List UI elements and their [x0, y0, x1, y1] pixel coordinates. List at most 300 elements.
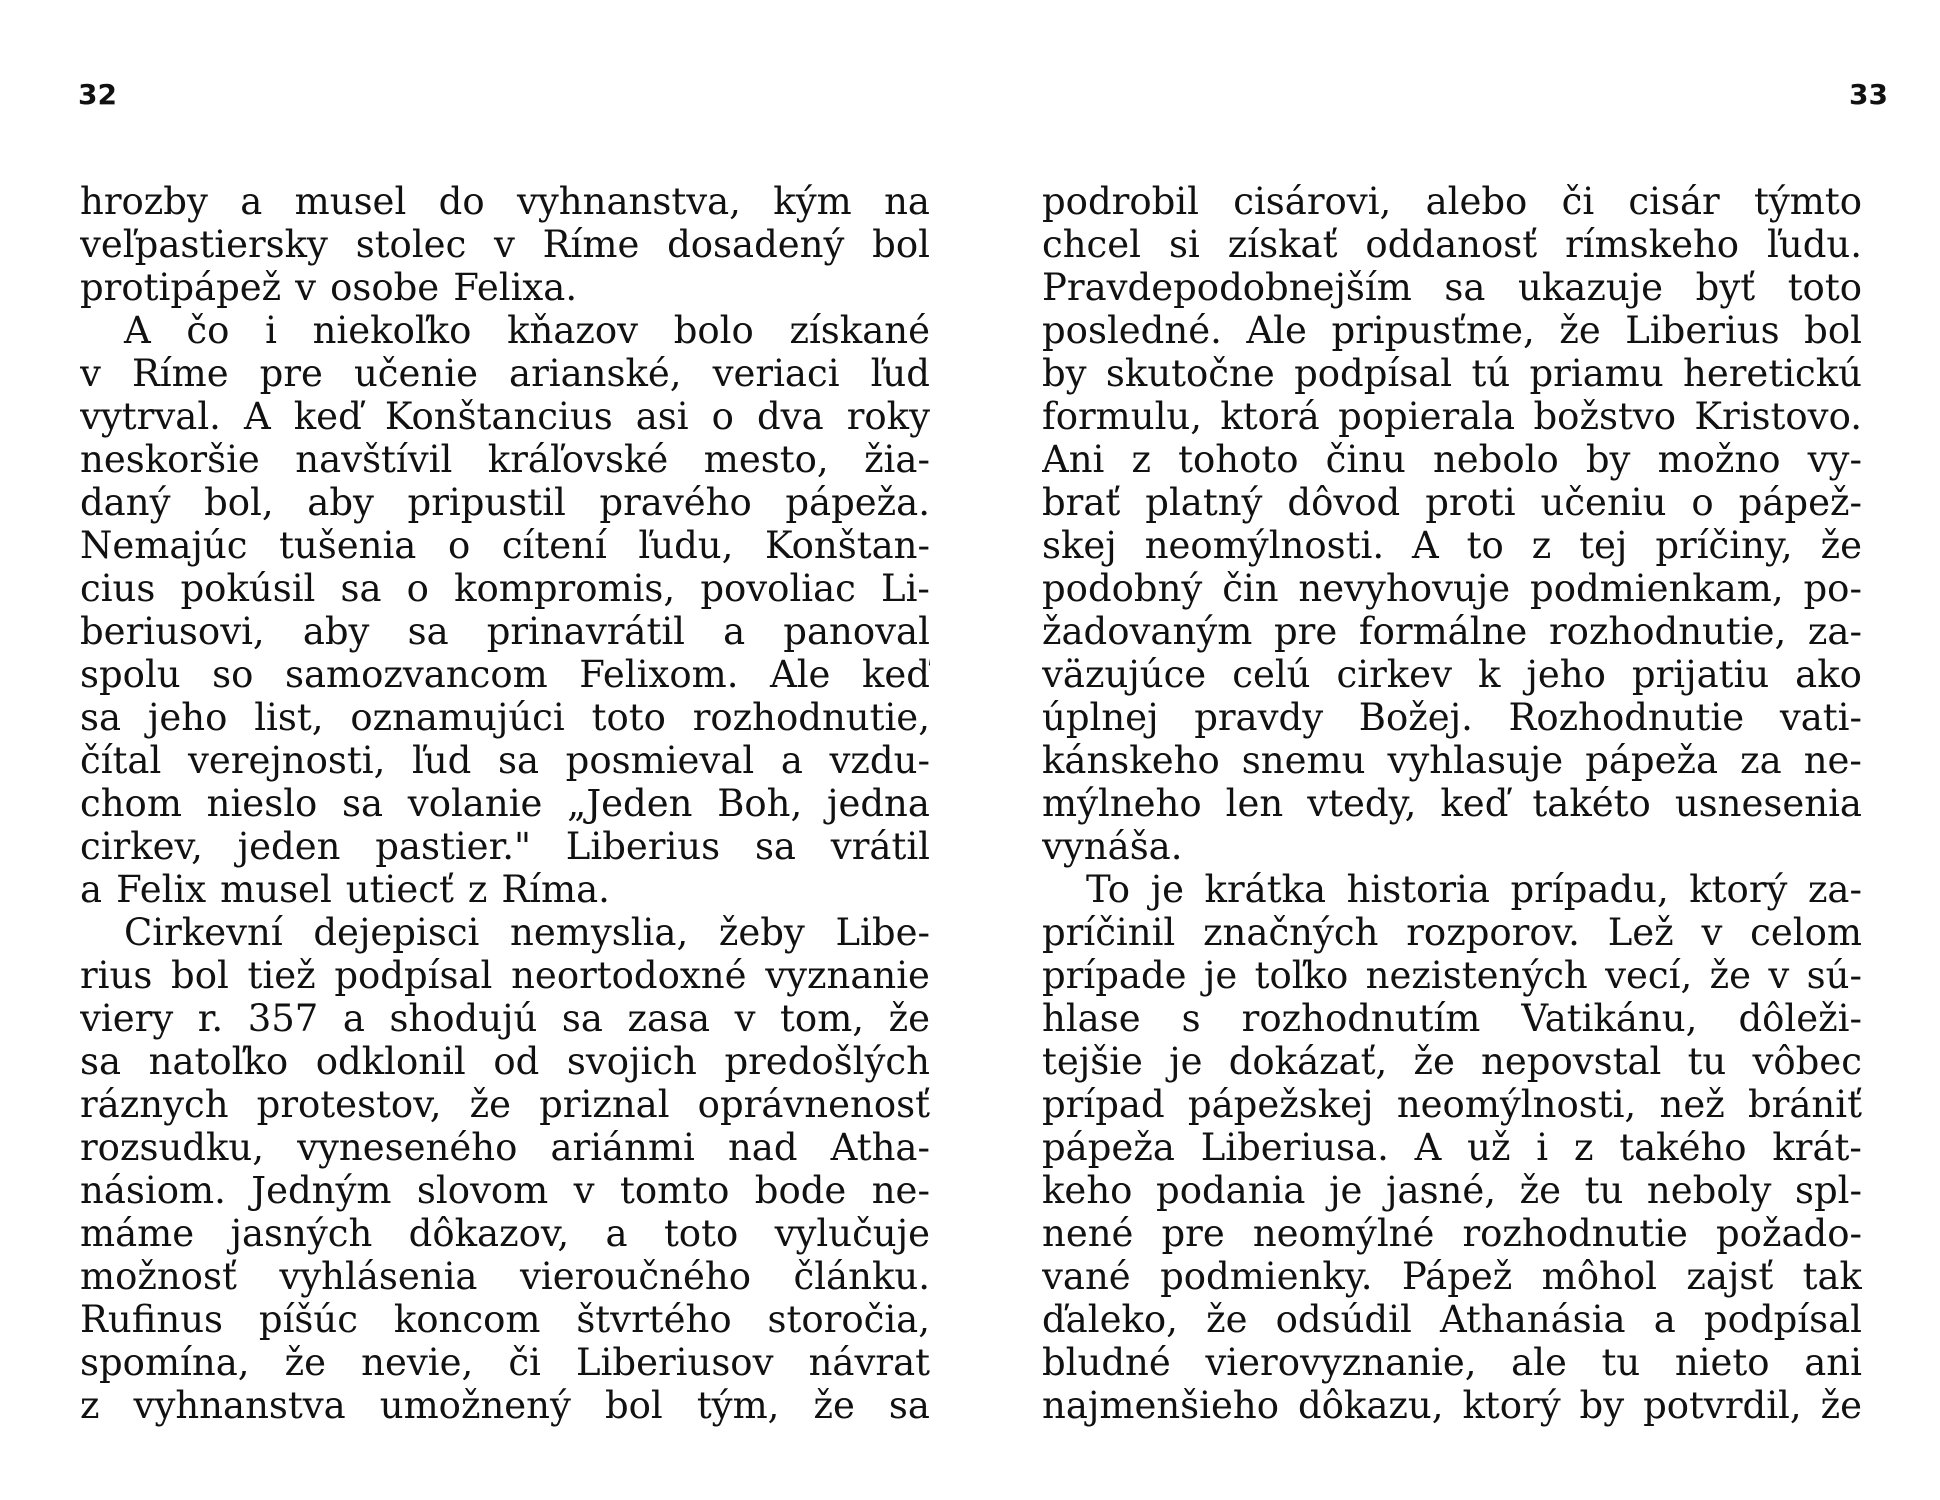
word: že — [284, 1341, 327, 1384]
word: ako — [1795, 653, 1862, 696]
word: neomýlnosti. — [1144, 524, 1385, 567]
word: že — [1413, 1040, 1455, 1083]
word: pápeža. — [785, 481, 930, 524]
word: tom, — [780, 997, 865, 1040]
word: samozvancom — [284, 653, 548, 696]
word: už — [1467, 1126, 1511, 1169]
word: so — [212, 653, 254, 696]
word: cius — [80, 567, 156, 610]
word: ľudu. — [1767, 223, 1862, 266]
word: shodujú — [389, 997, 538, 1040]
text-line — [80, 954, 930, 997]
text-line — [1042, 696, 1862, 739]
word: násiom. — [80, 1169, 226, 1212]
page-number-right: 33 — [1849, 78, 1888, 111]
word: dôkazov, — [408, 1212, 570, 1255]
text-line — [80, 1169, 930, 1212]
word: tiež — [247, 954, 316, 997]
word: z — [467, 868, 488, 911]
word: vierovyznanie, — [1205, 1341, 1477, 1384]
word: za- — [1807, 868, 1862, 911]
word: tušenia — [279, 524, 417, 567]
text-line — [80, 610, 930, 653]
word: takého — [1619, 1126, 1747, 1169]
word: navštívil — [295, 438, 453, 481]
text-line — [1042, 653, 1862, 696]
word: a — [780, 739, 803, 782]
word: bol, — [204, 481, 274, 524]
word: článku. — [793, 1255, 930, 1298]
word: o — [711, 395, 734, 438]
word: sa — [888, 1384, 930, 1427]
word: s — [1181, 997, 1201, 1040]
word: neomýlnosti, — [1396, 1083, 1637, 1126]
word: nebolo — [1432, 438, 1559, 481]
word: vecí, — [1605, 954, 1693, 997]
word: vyhnanstva — [133, 1384, 346, 1427]
word: Ale — [1246, 309, 1307, 352]
word: beriusovi, — [80, 610, 265, 653]
word: Libe- — [835, 911, 930, 954]
word: panoval — [783, 610, 930, 653]
text-line — [1042, 1298, 1862, 1341]
text-line — [1042, 782, 1862, 825]
word: rozhodnutie, — [1548, 610, 1787, 653]
text-line — [1042, 223, 1862, 266]
word: podpísal — [1294, 352, 1453, 395]
word: návrat — [808, 1341, 930, 1384]
word: si — [1168, 223, 1200, 266]
text-line — [80, 825, 930, 868]
word: vieroučného — [520, 1255, 751, 1298]
word: nevyhovuje — [1298, 567, 1511, 610]
word: pripustil — [407, 481, 566, 524]
word: vy- — [1807, 438, 1862, 481]
word: nepovstal — [1481, 1040, 1662, 1083]
text-line — [1042, 911, 1862, 954]
word: ľudu, — [638, 524, 734, 567]
word: Ani — [1042, 438, 1105, 481]
text-line — [1042, 610, 1862, 653]
word: z — [1573, 1126, 1594, 1169]
word: učenie — [353, 352, 478, 395]
word: spl- — [1794, 1169, 1862, 1212]
word: povoliac — [700, 567, 856, 610]
text-line — [80, 1298, 930, 1341]
word: keď — [861, 653, 930, 696]
word: príčinil — [1042, 911, 1176, 954]
word: jasné, — [1386, 1169, 1497, 1212]
word: v — [734, 997, 756, 1040]
word: pre — [1273, 610, 1338, 653]
word: bol — [604, 1384, 663, 1427]
word: a — [1653, 1298, 1676, 1341]
word: koncom — [393, 1298, 541, 1341]
word: pápeža — [1042, 1126, 1175, 1169]
word: A — [243, 395, 271, 438]
word: Božej. — [1358, 696, 1473, 739]
word: jeden — [237, 825, 341, 868]
word: dosadený — [667, 223, 845, 266]
word: arianské, — [509, 352, 682, 395]
word: prinavrátil — [486, 610, 686, 653]
word: rímskeho — [1565, 223, 1740, 266]
word: sa — [754, 825, 796, 868]
word: bolo — [673, 309, 754, 352]
word: a — [80, 868, 103, 911]
word: niekoľko — [312, 309, 472, 352]
word: cisárovi, — [1233, 180, 1392, 223]
word: od — [493, 1040, 540, 1083]
word: pripusťme, — [1331, 309, 1535, 352]
word: v — [573, 1169, 595, 1212]
word: že — [1519, 1169, 1562, 1212]
word: oprávnenosť — [697, 1083, 930, 1126]
word: a — [723, 610, 746, 653]
word: list, — [254, 696, 324, 739]
word: Ríma. — [501, 868, 610, 911]
word: skutočne — [1105, 352, 1275, 395]
word: k — [1477, 653, 1501, 696]
page-number-left: 32 — [78, 78, 117, 111]
word: oddanosť — [1365, 223, 1538, 266]
word: formulu, — [1042, 395, 1202, 438]
word: toto — [663, 1212, 739, 1255]
word: cisár — [1628, 180, 1720, 223]
word: by — [1579, 1384, 1625, 1427]
text-line — [80, 567, 930, 610]
text-line — [1042, 954, 1862, 997]
word: tú — [1471, 352, 1511, 395]
word: krátka — [1204, 868, 1327, 911]
word: máme — [80, 1212, 195, 1255]
text-line — [80, 1212, 930, 1255]
text-line — [1042, 180, 1862, 223]
word: z — [80, 1384, 100, 1427]
word: 357 — [247, 997, 319, 1040]
word: posmieval — [565, 739, 755, 782]
word: vyhlasuje — [1387, 739, 1564, 782]
word: čo — [186, 309, 230, 352]
word: byť — [1695, 266, 1756, 309]
word: za- — [1807, 610, 1862, 653]
text-line — [1042, 868, 1862, 911]
word: činu — [1325, 438, 1406, 481]
text-line — [80, 180, 930, 223]
word: prijatiu — [1631, 653, 1770, 696]
text-line — [1042, 1083, 1862, 1126]
text-line — [80, 997, 930, 1040]
word: A — [124, 309, 151, 352]
word: týmto — [1753, 180, 1862, 223]
word: štvrtého — [576, 1298, 732, 1341]
word: vyhlásenia — [279, 1255, 478, 1298]
text-line — [1042, 739, 1862, 782]
word: tým, — [696, 1384, 780, 1427]
word: dejepisci — [313, 911, 480, 954]
text-line — [80, 1255, 930, 1298]
word: je — [1169, 1040, 1203, 1083]
word: proti — [1425, 481, 1516, 524]
word: že — [1559, 309, 1601, 352]
word: Felixa. — [453, 266, 578, 309]
word: nieto — [1674, 1341, 1770, 1384]
word: žia- — [864, 438, 930, 481]
left-text-column — [80, 180, 930, 1427]
word: a — [240, 180, 263, 223]
word: neskoršie — [80, 438, 260, 481]
word: je — [1150, 868, 1184, 911]
word: zajsť — [1686, 1255, 1774, 1298]
word: r. — [197, 997, 224, 1040]
word: o — [447, 524, 471, 567]
word: zasa — [627, 997, 711, 1040]
text-line — [1042, 1341, 1862, 1384]
word: tomto — [619, 1169, 730, 1212]
word: podania — [1156, 1169, 1306, 1212]
word: sa — [561, 997, 603, 1040]
word: ktorý — [1689, 868, 1788, 911]
text-line — [80, 395, 930, 438]
word: môhol — [1541, 1255, 1657, 1298]
word: takéto — [1532, 782, 1651, 825]
word: chcel — [1042, 223, 1142, 266]
word: mýlneho — [1042, 782, 1202, 825]
word: sa — [497, 739, 540, 782]
word: čin — [1222, 567, 1279, 610]
word: neortodoxné — [511, 954, 747, 997]
word: Pravdepodobnejším — [1042, 266, 1412, 309]
text-line — [80, 1384, 930, 1427]
word: nezistených — [1365, 954, 1588, 997]
word: žeby — [718, 911, 805, 954]
word: celú — [1232, 653, 1311, 696]
text-line — [1042, 1255, 1862, 1298]
word: celom — [1750, 911, 1862, 954]
word: že — [1820, 524, 1862, 567]
word: značných — [1203, 911, 1379, 954]
word: aby — [307, 481, 374, 524]
word: nené — [1042, 1212, 1134, 1255]
word: o — [406, 567, 429, 610]
word: dokázať, — [1228, 1040, 1388, 1083]
word: dva — [757, 395, 824, 438]
word: jeho — [147, 696, 228, 739]
word: Rozhodnutie — [1508, 696, 1745, 739]
word: učeniu — [1540, 481, 1667, 524]
word: i — [1536, 1126, 1549, 1169]
word: protipápež — [80, 266, 282, 309]
word: ale — [1511, 1341, 1567, 1384]
text-line — [80, 868, 930, 911]
word: hlase — [1042, 997, 1141, 1040]
word: dôkazu, — [1297, 1384, 1444, 1427]
word: veriaci — [712, 352, 840, 395]
word: pravdy — [1194, 696, 1324, 739]
word: a — [605, 1212, 628, 1255]
word: A — [1412, 524, 1439, 567]
word: bol — [1804, 309, 1862, 352]
word: keď — [293, 395, 362, 438]
word: Atha- — [830, 1126, 930, 1169]
text-line — [1042, 1126, 1862, 1169]
text-line — [80, 1040, 930, 1083]
word: či — [1561, 180, 1595, 223]
word: čítal — [80, 739, 162, 782]
word: Ríme — [131, 352, 229, 395]
word: nemyslia, — [510, 911, 689, 954]
word: Liberiusov — [575, 1341, 774, 1384]
word: príčiny, — [1655, 524, 1793, 567]
word: že — [813, 1384, 855, 1427]
word: prípad — [1042, 1083, 1165, 1126]
text-line — [1042, 438, 1862, 481]
word: mesto, — [703, 438, 829, 481]
word: sa — [80, 1040, 122, 1083]
word: volanie — [407, 782, 543, 825]
word: rozhodnutie, — [692, 696, 930, 739]
word: odklonil — [315, 1040, 466, 1083]
word: rius — [80, 954, 153, 997]
word: Ríme — [542, 223, 640, 266]
word: by — [1042, 352, 1087, 395]
word: Vatikánu, — [1521, 997, 1698, 1040]
word: kompromis, — [454, 567, 676, 610]
word: vati- — [1779, 696, 1862, 739]
word: slovom — [416, 1169, 549, 1212]
word: musel — [220, 868, 332, 911]
word: ariánmi — [550, 1126, 695, 1169]
word: krát- — [1772, 1126, 1862, 1169]
word: Liberius — [1625, 309, 1780, 352]
text-line — [80, 739, 930, 782]
word: heretickú — [1683, 352, 1862, 395]
word: platný — [1145, 481, 1263, 524]
word: vôbec — [1752, 1040, 1862, 1083]
word: Rufinus — [80, 1298, 224, 1341]
word: historia — [1346, 868, 1490, 911]
word: že — [469, 1083, 511, 1126]
text-line — [80, 1126, 930, 1169]
word: skej — [1042, 524, 1117, 567]
word: na — [884, 180, 930, 223]
text-line — [1042, 266, 1862, 309]
word: že — [1820, 1384, 1862, 1427]
text-line — [80, 481, 930, 524]
word: Felixom. — [579, 653, 739, 696]
text-line — [1042, 524, 1862, 567]
text-line — [80, 309, 930, 352]
word: píšúc — [258, 1298, 358, 1341]
word: Jedným — [251, 1169, 392, 1212]
text-line — [80, 266, 930, 309]
text-line — [80, 1341, 930, 1384]
word: väzujúce — [1042, 653, 1207, 696]
word: to — [1466, 524, 1504, 567]
word: len — [1225, 782, 1284, 825]
word: úplnej — [1042, 696, 1159, 739]
word: veľpastiersky — [80, 223, 328, 266]
word: predošlých — [724, 1040, 930, 1083]
word: Pápež — [1401, 1255, 1513, 1298]
word: ďaleko, — [1042, 1298, 1178, 1341]
word: získané — [789, 309, 930, 352]
word: cirkev, — [80, 825, 203, 868]
word: osobe — [330, 266, 440, 309]
word: snemu — [1241, 739, 1366, 782]
word: Ale — [770, 653, 831, 696]
word: brániť — [1748, 1083, 1862, 1126]
text-line — [1042, 395, 1862, 438]
word: hrozby — [80, 180, 208, 223]
word: sa — [340, 567, 382, 610]
word: priamu — [1529, 352, 1664, 395]
word: Nemajúc — [80, 524, 248, 567]
text-line — [1042, 352, 1862, 395]
word: rozhodnutie — [1462, 1212, 1688, 1255]
word: v — [494, 223, 515, 266]
word: sa — [80, 696, 122, 739]
word: ne- — [871, 1169, 930, 1212]
word: božstvo — [1533, 395, 1676, 438]
word: tu — [1601, 1341, 1641, 1384]
word: ľud — [870, 352, 930, 395]
word: To — [1086, 868, 1131, 911]
word: podpísal — [1703, 1298, 1862, 1341]
word: Li- — [881, 567, 930, 610]
word: nieslo — [206, 782, 318, 825]
word: prípadu, — [1510, 868, 1669, 911]
right-page — [970, 0, 1940, 1500]
word: tu — [1687, 1040, 1727, 1083]
word: pre — [1161, 1212, 1225, 1255]
word: bol — [171, 954, 229, 997]
text-line — [1042, 1040, 1862, 1083]
word: verejnosti, — [187, 739, 386, 782]
word: „Jeden — [567, 782, 693, 825]
word: kňazov — [507, 309, 639, 352]
word: o — [1691, 481, 1714, 524]
word: rozhodnutím — [1241, 997, 1481, 1040]
word: rozporov. — [1406, 911, 1580, 954]
word: možno — [1657, 438, 1781, 481]
word: storočia, — [767, 1298, 930, 1341]
word: ľud — [412, 739, 472, 782]
word: je — [1329, 1169, 1363, 1212]
word: vyhnanstva, — [516, 180, 741, 223]
right-text-column — [1042, 180, 1862, 1427]
word: než — [1659, 1083, 1725, 1126]
word: za — [1740, 739, 1782, 782]
word: utiecť — [345, 868, 454, 911]
word: tak — [1802, 1255, 1862, 1298]
word: ktorá — [1220, 395, 1320, 438]
word: získať — [1227, 223, 1338, 266]
word: daný — [80, 481, 171, 524]
word: A — [1414, 1126, 1442, 1169]
word: že — [1206, 1298, 1248, 1341]
text-line — [1042, 567, 1862, 610]
text-line — [1042, 825, 1862, 868]
word: viery — [80, 997, 174, 1040]
word: vrátil — [830, 825, 930, 868]
word: možnosť — [80, 1255, 237, 1298]
word: z — [1531, 524, 1552, 567]
word: bode — [754, 1169, 847, 1212]
text-line — [1042, 1169, 1862, 1212]
word: Konštancius — [384, 395, 613, 438]
word: sa — [1444, 266, 1486, 309]
